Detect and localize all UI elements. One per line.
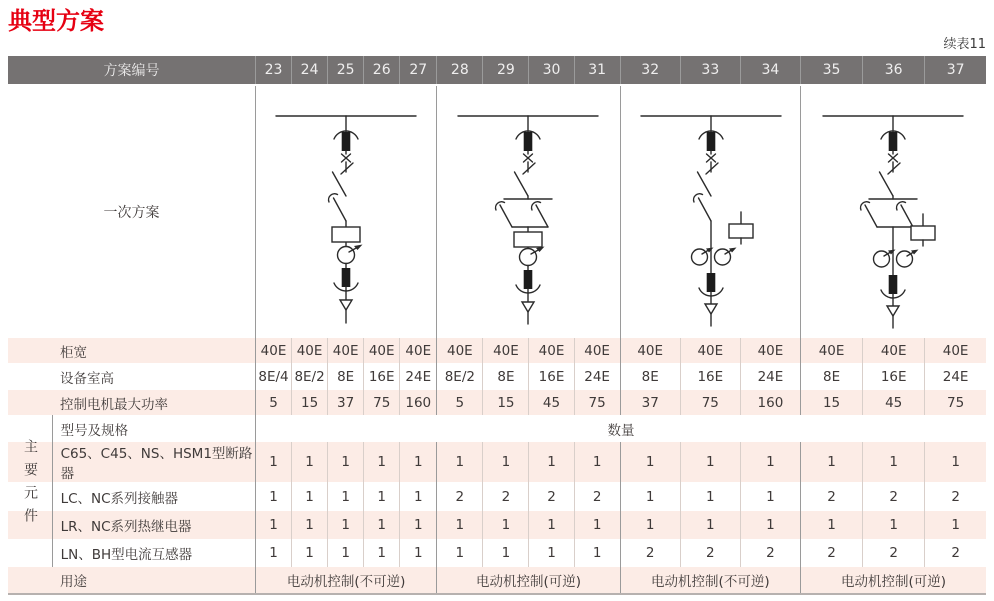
value-cell: 8E [483, 363, 529, 390]
table-continuation-note: 续表11 [943, 37, 986, 52]
value-cell: 1 [255, 511, 291, 539]
room-height-label: 设备室高 [8, 363, 255, 390]
value-cell: 1 [740, 511, 800, 539]
value-cell: 40E [574, 338, 620, 363]
value-cell: 40E [483, 338, 529, 363]
value-cell: 35 [800, 56, 862, 85]
value-cell: 1 [680, 511, 740, 539]
thermal-relay-label: LR、NC系列热继电器 [52, 511, 255, 539]
value-cell: 1 [328, 511, 364, 539]
value-cell: 5 [255, 390, 291, 415]
value-cell: 1 [400, 539, 437, 567]
value-cell: 40E [680, 338, 740, 363]
cabinet-width-label: 柜宽 [8, 338, 255, 363]
value-cell: 16E [529, 363, 574, 390]
value-cell: 1 [364, 482, 400, 511]
value-cell: 75 [364, 390, 400, 415]
value-cell: 1 [328, 442, 364, 482]
value-cell: 40E [328, 338, 364, 363]
breaker-row [8, 442, 986, 482]
value-cell: 1 [863, 442, 925, 482]
value-cell: 1 [680, 482, 740, 511]
max-motor-power-row [8, 390, 986, 415]
value-cell: 160 [740, 390, 800, 415]
value-cell: 15 [800, 390, 862, 415]
value-cell: 1 [925, 442, 986, 482]
value-cell: 1 [574, 539, 620, 567]
value-cell: 2 [863, 539, 925, 567]
value-cell: 23 [255, 56, 291, 85]
diagram-cell-35-37 [800, 85, 986, 338]
scheme-table [8, 56, 986, 595]
value-cell: 15 [292, 390, 328, 415]
value-cell: 75 [680, 390, 740, 415]
spec-label: 型号及规格 [52, 415, 255, 442]
value-cell: 1 [863, 511, 925, 539]
value-cell: 45 [529, 390, 574, 415]
value-cell: 1 [255, 482, 291, 511]
primary-scheme-label: 一次方案 [8, 85, 255, 338]
value-cell: 30 [529, 56, 574, 85]
value-cell: 1 [620, 442, 680, 482]
value-cell: 40E [255, 338, 291, 363]
value-cell: 1 [292, 482, 328, 511]
value-cell: 75 [574, 390, 620, 415]
value-cell: 1 [574, 511, 620, 539]
value-cell: 2 [680, 539, 740, 567]
value-cell: 8E [328, 363, 364, 390]
value-cell: 1 [529, 442, 574, 482]
usage-group-28-31: 电动机控制(可逆) [437, 567, 620, 594]
value-cell: 1 [328, 482, 364, 511]
value-cell: 1 [437, 539, 483, 567]
value-cell: 8E/4 [255, 363, 291, 390]
value-cell: 40E [400, 338, 437, 363]
thermal-relay-row [8, 511, 986, 539]
side-label-column [8, 539, 52, 567]
value-cell: 1 [620, 511, 680, 539]
value-cell: 16E [364, 363, 400, 390]
page-title: 典型方案 [8, 7, 104, 35]
value-cell: 8E/2 [437, 363, 483, 390]
value-cell: 1 [400, 482, 437, 511]
value-cell: 1 [255, 539, 291, 567]
value-cell: 40E [364, 338, 400, 363]
value-cell: 40E [437, 338, 483, 363]
value-cell: 40E [863, 338, 925, 363]
side-label-column [8, 415, 52, 442]
value-cell: 1 [400, 511, 437, 539]
value-cell: 16E [863, 363, 925, 390]
value-cell: 26 [364, 56, 400, 85]
usage-group-35-37: 电动机控制(可逆) [800, 567, 986, 594]
value-cell: 33 [680, 56, 740, 85]
value-cell: 24E [925, 363, 986, 390]
page [0, 8, 994, 601]
diagram-cell-28-31 [437, 85, 620, 338]
main-components-side-label: 主要元件 [22, 438, 38, 531]
value-cell: 27 [400, 56, 437, 85]
diagram-cell-23-27 [255, 85, 436, 338]
value-cell: 16E [680, 363, 740, 390]
value-cell: 1 [292, 511, 328, 539]
diagram-cell-32-34 [620, 85, 800, 338]
contactor-label: LC、NC系列接触器 [52, 482, 255, 511]
value-cell: 1 [292, 539, 328, 567]
value-cell: 25 [328, 56, 364, 85]
spec-quantity-row [8, 415, 986, 442]
value-cell: 45 [863, 390, 925, 415]
one-line-diagram-28-31-icon [438, 86, 618, 338]
value-cell: 37 [328, 390, 364, 415]
value-cell: 2 [483, 482, 529, 511]
value-cell: 160 [400, 390, 437, 415]
one-line-diagram-35-37-icon [803, 86, 983, 338]
scheme-number-header: 方案编号 [8, 56, 255, 85]
breaker-label: C65、C45、NS、HSM1型断路器 [52, 442, 255, 482]
value-cell: 1 [529, 511, 574, 539]
side-label-column [8, 482, 52, 511]
value-cell: 1 [364, 511, 400, 539]
side-label-column [8, 511, 52, 539]
value-cell: 24E [740, 363, 800, 390]
value-cell: 1 [364, 539, 400, 567]
value-cell: 1 [740, 482, 800, 511]
value-cell: 1 [483, 442, 529, 482]
value-cell: 36 [863, 56, 925, 85]
value-cell: 8E [800, 363, 862, 390]
value-cell: 1 [925, 511, 986, 539]
value-cell: 1 [292, 442, 328, 482]
current-transformer-row [8, 539, 986, 567]
value-cell: 40E [800, 338, 862, 363]
value-cell: 1 [483, 539, 529, 567]
value-cell: 1 [364, 442, 400, 482]
side-label-column [8, 442, 52, 482]
value-cell: 40E [292, 338, 328, 363]
value-cell: 37 [620, 390, 680, 415]
value-cell: 34 [740, 56, 800, 85]
current-transformer-label: LN、BH型电流互感器 [52, 539, 255, 567]
one-line-diagram-23-27-icon [256, 86, 436, 338]
value-cell: 8E [620, 363, 680, 390]
value-cell: 1 [437, 442, 483, 482]
value-cell: 8E/2 [292, 363, 328, 390]
value-cell: 2 [437, 482, 483, 511]
quantity-header: 数量 [255, 415, 986, 442]
value-cell: 2 [800, 539, 862, 567]
value-cell: 2 [574, 482, 620, 511]
value-cell: 1 [620, 482, 680, 511]
value-cell: 1 [437, 511, 483, 539]
value-cell: 1 [483, 511, 529, 539]
value-cell: 40E [620, 338, 680, 363]
value-cell: 24E [400, 363, 437, 390]
value-cell: 31 [574, 56, 620, 85]
value-cell: 1 [574, 442, 620, 482]
value-cell: 28 [437, 56, 483, 85]
value-cell: 15 [483, 390, 529, 415]
value-cell: 29 [483, 56, 529, 85]
value-cell: 24E [574, 363, 620, 390]
table-header-row [8, 56, 986, 85]
value-cell: 2 [925, 539, 986, 567]
value-cell: 75 [925, 390, 986, 415]
value-cell: 1 [680, 442, 740, 482]
value-cell: 2 [620, 539, 680, 567]
value-cell: 2 [800, 482, 862, 511]
value-cell: 2 [740, 539, 800, 567]
value-cell: 2 [925, 482, 986, 511]
contactor-row [8, 482, 986, 511]
usage-group-32-34: 电动机控制(不可逆) [620, 567, 800, 594]
primary-scheme-row [8, 85, 986, 338]
room-height-row [8, 363, 986, 390]
one-line-diagram-32-34-icon [621, 86, 801, 338]
value-cell: 1 [328, 539, 364, 567]
value-cell: 1 [529, 539, 574, 567]
value-cell: 37 [925, 56, 986, 85]
value-cell: 40E [925, 338, 986, 363]
value-cell: 1 [740, 442, 800, 482]
usage-label: 用途 [8, 567, 255, 594]
usage-row [8, 567, 986, 594]
value-cell: 2 [863, 482, 925, 511]
value-cell: 5 [437, 390, 483, 415]
scheme-table-wrap [8, 56, 986, 595]
value-cell: 40E [740, 338, 800, 363]
value-cell: 2 [529, 482, 574, 511]
value-cell: 24 [292, 56, 328, 85]
value-cell: 1 [800, 511, 862, 539]
value-cell: 40E [529, 338, 574, 363]
value-cell: 1 [255, 442, 291, 482]
usage-group-23-27: 电动机控制(不可逆) [255, 567, 436, 594]
value-cell: 32 [620, 56, 680, 85]
value-cell: 1 [400, 442, 437, 482]
cabinet-width-row [8, 338, 986, 363]
max-motor-power-label: 控制电机最大功率 [8, 390, 255, 415]
value-cell: 1 [800, 442, 862, 482]
